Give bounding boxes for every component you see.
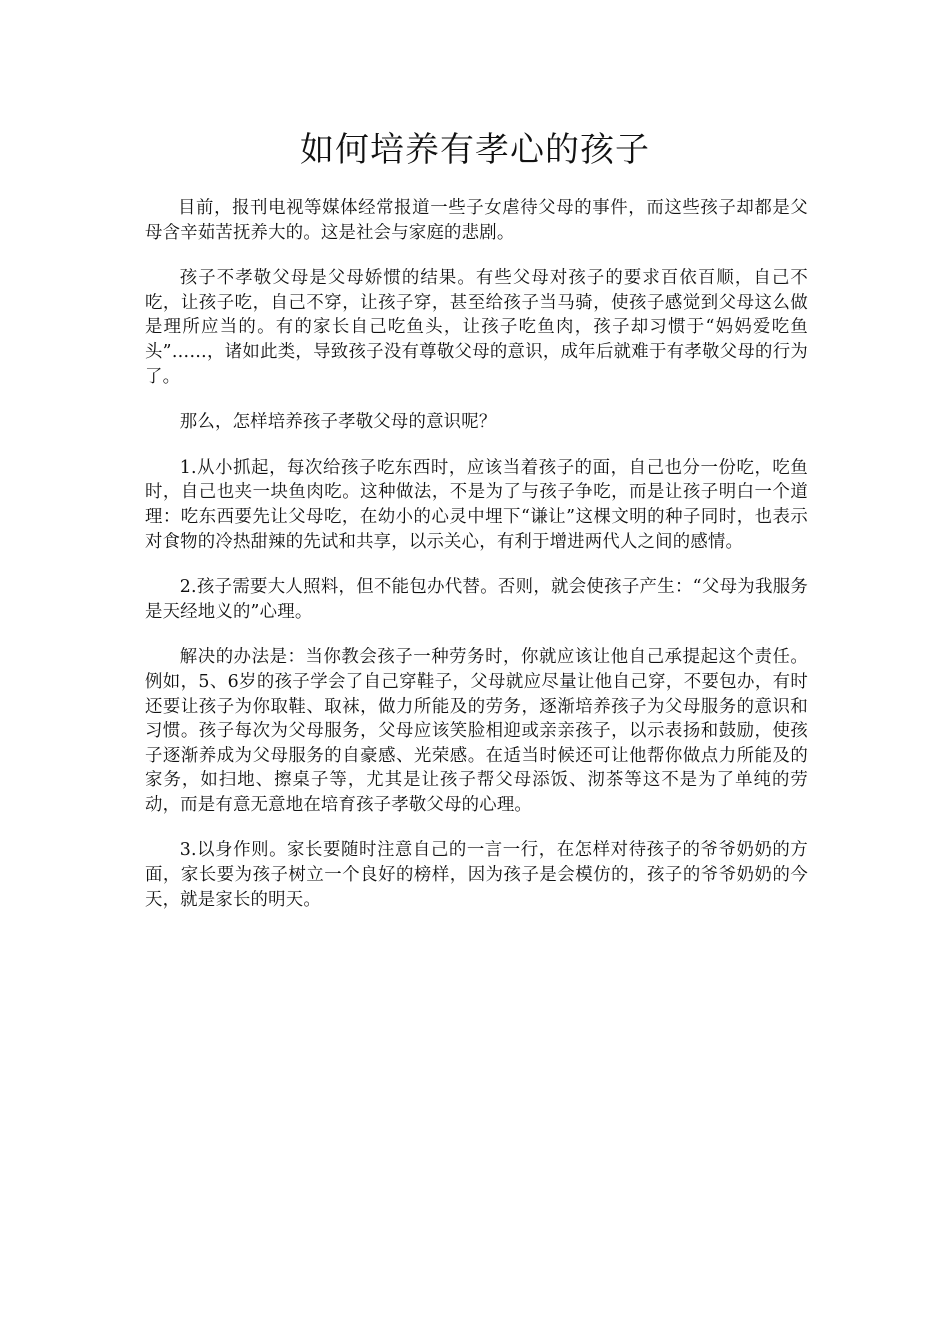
paragraph-point-3: 3.以身作则。家长要随时注意自己的一言一行，在怎样对待孩子的爷爷奶奶的方面，家长要为孩子树立一个良好的榜样，因为孩子是会模仿的，孩子的爷爷奶奶的今天，就是家长的明天。 xyxy=(145,840,808,910)
paragraph-question: 那么，怎样培养孩子孝敬父母的意识呢？ xyxy=(179,412,497,433)
document-body xyxy=(145,196,808,933)
paragraph-intro: 目前，报刊电视等媒体经常报道一些子女虐待父母的事件，而这些孩子却都是父母含辛茹苦抚养大的。这是社会与家庭的悲剧。 xyxy=(145,198,808,243)
paragraph-point-1: 1.从小抓起，每次给孩子吃东西时，应该当着孩子的面，自己也分一份吃，吃鱼时，自己也夹一块鱼肉吃。这种做法，不是为了与孩子争吃，而是让孩子明白一个道理：吃东西要先让父母吃，在幼小的心灵中埋下“谦让”这棵文明的种子同时，也表示对食物的冷热甜辣的先试和共享，以示关心，有利于增进两代人之间的感情。 xyxy=(145,457,808,552)
paragraph-point-2: 2.孩子需要大人照料，但不能包办代替。否则，就会使孩子产生：“父母为我服务是天经地义的”心理。 xyxy=(145,577,808,622)
paragraph-cause: 孩子不孝敬父母是父母娇惯的结果。有些父母对孩子的要求百依百顺，自己不吃，让孩子吃，自己不穿，让孩子穿，甚至给孩子当马骑，使孩子感觉到父母这么做是理所应当的。有的家长自己吃鱼头，让孩子吃鱼肉，孩子却习惯于“妈妈爱吃鱼头”……，诸如此类，导致孩子没有尊敬父母的意识，成年后就难于有孝敬父母的行为了。 xyxy=(145,268,808,387)
document-title: 如何培养有孝心的孩子 xyxy=(300,130,650,170)
paragraph-solution: 解决的办法是：当你教会孩子一种劳务时，你就应该让他自己承提起这个责任。例如，5、6岁的孩子学会了自己穿鞋子，父母就应尽量让他自己穿，不要包办，有时还要让孩子为你取鞋、取袜，做力所能及的劳务，逐渐培养孩子为父母服务的意识和习惯。孩子每次为父母服务，父母应该笑脸相迎或亲亲孩子，以示表扬和鼓励，使孩子逐渐养成为父母服务的自豪感、光荣感。在适当时候还可让他帮你做点力所能及的家务，如扫地、擦桌子等，尤其是让孩子帮父母添饭、沏茶等这不是为了单纯的劳动，而是有意无意地在培育孩子孝敬父母的心理。 xyxy=(145,647,808,815)
